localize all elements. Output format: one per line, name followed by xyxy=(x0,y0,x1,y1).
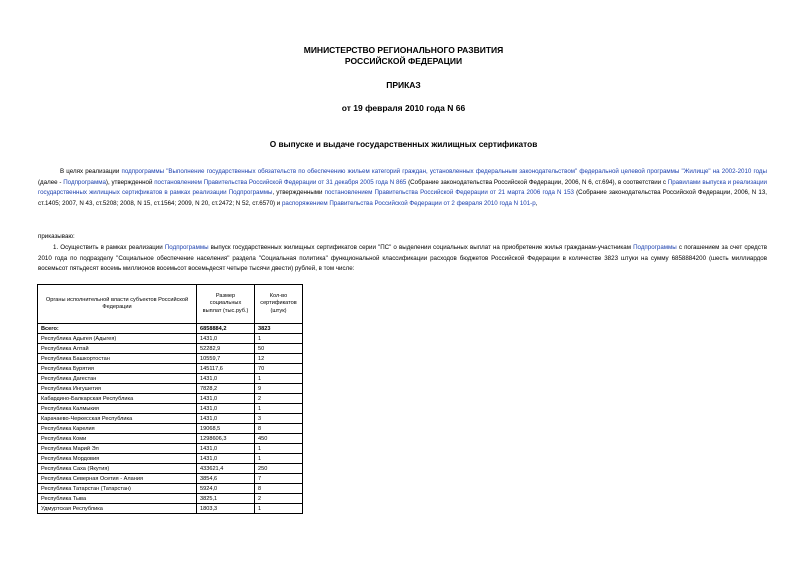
table-row xyxy=(38,394,303,404)
cell-region: Республика Дагестан xyxy=(38,374,197,384)
ministry-name-line2: РОССИЙСКОЙ ФЕДЕРАЦИИ xyxy=(344,56,463,66)
cell-region: Республика Башкортостан xyxy=(38,354,197,364)
cell-payment: 433621,4 xyxy=(197,464,255,474)
link-order-101r[interactable]: распоряжением Правительства Российской Федерации от 2 февраля 2010 года N 101-р xyxy=(281,199,536,207)
cell-payment: 1431,0 xyxy=(197,444,255,454)
link-resolution-865[interactable]: постановлением Правительства Российской Федерации от 31 декабря 2005 года N 865 xyxy=(154,178,407,186)
cell-count: 8 xyxy=(255,484,303,494)
cell-count: 9 xyxy=(255,384,303,394)
document-subject: О выпуске и выдаче государственных жилищных сертификатов xyxy=(269,139,538,149)
cell-region: Республика Мордовия xyxy=(38,454,197,464)
table-row xyxy=(38,334,303,344)
cell-region: Республика Ингушетия xyxy=(38,384,197,394)
table-row xyxy=(38,454,303,464)
cell-region: Удмуртская Республика xyxy=(38,504,197,514)
cell-payment: 1298606,3 xyxy=(197,434,255,444)
cell-payment: 7828,2 xyxy=(197,384,255,394)
cell-payment: 1431,0 xyxy=(197,414,255,424)
cell-payment: 1431,0 xyxy=(197,394,255,404)
cell-region: Республика Карелия xyxy=(38,424,197,434)
table-row xyxy=(38,444,303,454)
table-row xyxy=(38,504,303,514)
document-date: от 19 февраля 2010 года N 66 xyxy=(341,103,466,113)
cell-payment: 3825,1 xyxy=(197,494,255,504)
cell-payment: 1431,0 xyxy=(197,454,255,464)
table-row xyxy=(38,404,303,414)
link-subprogram-short[interactable]: Подпрограмма xyxy=(63,178,106,186)
link-subprogram-p1b[interactable]: Подпрограммы xyxy=(633,244,677,251)
table-row xyxy=(38,344,303,354)
header-authority: Органы исполнительной власти субъектов Российской Федерации xyxy=(38,285,197,324)
total-label: Всего: xyxy=(38,324,197,334)
cell-payment: 1431,0 xyxy=(197,374,255,384)
cell-count: 450 xyxy=(255,434,303,444)
cell-payment: 52282,9 xyxy=(197,344,255,354)
link-subprogram[interactable]: подпрограммы "Выполнение государственных обязательств по обеспечению жильем категорий граждан, установленных федеральным законодательством" федеральной целевой программы "Жилище" на 2002-2010 годы xyxy=(121,168,767,175)
cell-region: Республика Алтай xyxy=(38,344,197,354)
header-payment: Размер социальных выплат (тыс.руб.) xyxy=(197,285,255,324)
certificates-table xyxy=(37,284,303,514)
cell-count: 12 xyxy=(255,354,303,364)
cell-region: Республика Бурятия xyxy=(38,364,197,374)
cell-payment: 10559,7 xyxy=(197,354,255,364)
cell-count: 1 xyxy=(255,504,303,514)
cell-region: Республика Саха (Якутия) xyxy=(38,464,197,474)
cell-count: 2 xyxy=(255,394,303,404)
cell-region: Республика Татарстан (Татарстан) xyxy=(38,484,197,494)
table-total-row xyxy=(38,324,303,334)
order-word: приказываю: xyxy=(38,233,75,240)
table-row xyxy=(38,464,303,474)
table-row xyxy=(38,364,303,374)
ministry-name-line1: МИНИСТЕРСТВО РЕГИОНАЛЬНОГО РАЗВИТИЯ xyxy=(303,45,504,55)
total-count: 3823 xyxy=(255,324,303,334)
cell-region: Карачаево-Черкесская Республика xyxy=(38,414,197,424)
table-row xyxy=(38,434,303,444)
header-count: Кол-во сертификатов (штук) xyxy=(255,285,303,324)
cell-region: Республика Марий Эл xyxy=(38,444,197,454)
cell-count: 1 xyxy=(255,404,303,414)
cell-payment: 19068,5 xyxy=(197,424,255,434)
cell-count: 2 xyxy=(255,494,303,504)
table-row xyxy=(38,374,303,384)
cell-count: 7 xyxy=(255,474,303,484)
cell-payment: 3854,6 xyxy=(197,474,255,484)
cell-count: 1 xyxy=(255,374,303,384)
table-row xyxy=(38,474,303,484)
link-subprogram-p1a[interactable]: Подпрограммы xyxy=(164,244,209,251)
link-resolution-153[interactable]: постановлением Правительства Российской Федерации от 21 марта 2006 года N 153 xyxy=(324,189,574,196)
table-row xyxy=(38,484,303,494)
table-row xyxy=(38,414,303,424)
table-header-row xyxy=(38,285,303,324)
link-rules[interactable]: Правилами выпуска и реализации государственных жилищных сертификатов в рамках реализации Подпрограммы xyxy=(38,178,768,196)
cell-count: 250 xyxy=(255,464,303,474)
cell-count: 1 xyxy=(255,444,303,454)
cell-count: 3 xyxy=(255,414,303,424)
cell-payment: 5924,0 xyxy=(197,484,255,494)
table-row xyxy=(38,384,303,394)
document-type: ПРИКАЗ xyxy=(386,80,421,90)
cell-count: 1 xyxy=(255,334,303,344)
cell-payment: 145117,6 xyxy=(197,364,255,374)
cell-count: 1 xyxy=(255,454,303,464)
cell-payment: 1803,3 xyxy=(197,504,255,514)
cell-count: 8 xyxy=(255,424,303,434)
table-row xyxy=(38,494,303,504)
cell-payment: 1431,0 xyxy=(197,404,255,414)
table-row xyxy=(38,354,303,364)
preamble-paragraph: В целях реализации подпрограммы "Выполнение государственных обязательств по обеспечению жильем категорий граждан, установленных федеральным законодательством" федеральной целевой программы "Жилище" на 2002-2010 годы (далее - Подпрограмма), утвержденной постановлением Правительства Российской Федерации от 31 декабря 2005 года N 865 (Собрание законодательства Российской Федерации, 2006, N 6, ст.694), в соответствии с Правилами выпуска и реализации государственных жилищных сертификатов в рамках реализации Подпрограммы, утвержденными постановлением Правительства Российской Федерации от 21 марта 2006 года N 153 (Собрание законодательства Российской Федерации, 2006, N 13, ст.1405; 2007, N 43, ст.5208; 2008, N 15, ст.1564; 2009, N 20, ст.2472; N 52, ст.6570) и распоряжением Правительства Российской Федерации от 2 февраля 2010 года N 101-р, xyxy=(38,168,768,207)
cell-region: Республика Северная Осетия - Алания xyxy=(38,474,197,484)
cell-count: 70 xyxy=(255,364,303,374)
point-1-paragraph: 1. Осуществить в рамках реализации Подпрограммы выпуск государственных жилищных сертификатов серии "ПС" о выделении социальных выплат на приобретение жилья гражданам-участникам Подпрограммы с погашением за счет средств 2010 года по подразделу "Социальное обеспечение населения" раздела "Социальная политика" функциональной классификации расходов бюджетов Российской Федерации в количестве 3823 штуки на сумму 6858884200 (шесть миллиардов восемьсот пятьдесят восемь миллионов восемьсот восемьдесят четыре тысячи двести) рублей, в том числе: xyxy=(38,244,767,272)
cell-count: 50 xyxy=(255,344,303,354)
table-row xyxy=(38,424,303,434)
cell-payment: 1431,0 xyxy=(197,334,255,344)
cell-region: Кабардино-Балкарская Республика xyxy=(38,394,197,404)
cell-region: Республика Коми xyxy=(38,434,197,444)
cell-region: Республика Тыва xyxy=(38,494,197,504)
cell-region: Республика Адыгея (Адыгея) xyxy=(38,334,197,344)
cell-region: Республика Калмыкия xyxy=(38,404,197,414)
total-payment: 6858884,2 xyxy=(197,324,255,334)
